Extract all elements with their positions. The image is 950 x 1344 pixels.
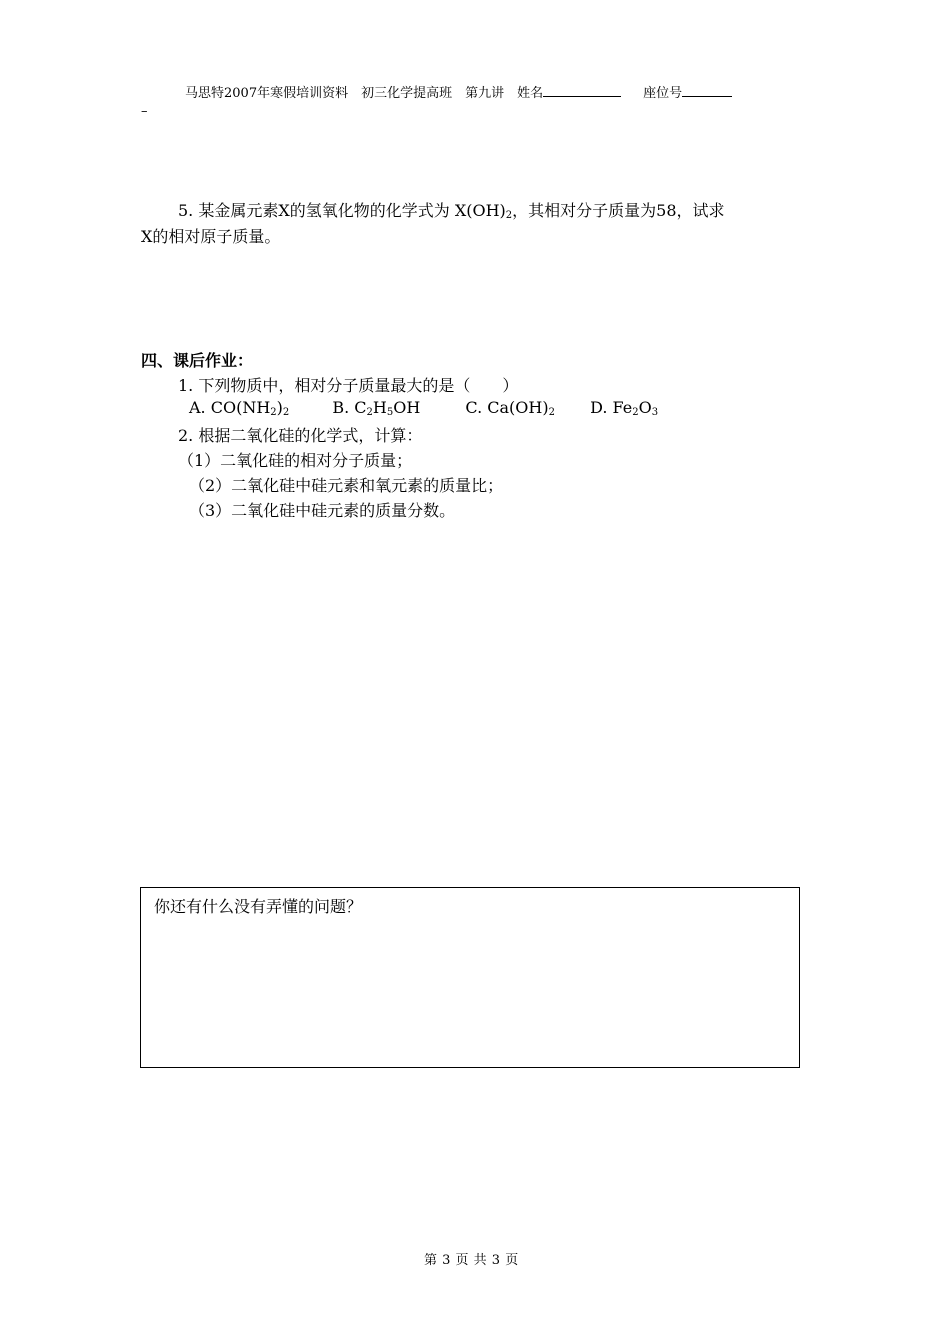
q5-text-prefix: 5. 某金属元素X的氢氧化物的化学式为 X(OH) <box>178 201 506 220</box>
option-b: B. $C_2H_5OH$ <box>332 398 421 418</box>
questions-box-label: 你还有什么没有弄懂的问题？ <box>154 897 363 916</box>
q5-subscript: 2 <box>505 210 513 221</box>
page-header <box>185 82 732 101</box>
q5-text-suffix: ，其相对分子质量为58，试求 <box>512 201 725 220</box>
homework-question-2: 2. 根据二氧化硅的化学式，计算： <box>178 426 423 445</box>
section-4-heading: 四、课后作业： <box>141 351 254 370</box>
homework-question-1: 1. 下列物质中，相对分子质量最大的是（ ） <box>178 376 519 395</box>
page-footer: 第 3 页 共 3 页 <box>424 1253 519 1268</box>
seat-label: 座位号 <box>643 86 683 101</box>
option-d: D. $Fe_2O_3$ <box>590 398 659 418</box>
homework-q2-part-3: （3）二氧化硅中硅元素的质量分数。 <box>189 501 456 520</box>
question-5-line-2: X的相对原子质量。 <box>141 227 281 246</box>
option-a: A. $CO(NH_2)_2$ <box>189 398 290 418</box>
option-c: C. $Ca(OH)_2$ <box>465 398 555 418</box>
homework-q2-part-1: （1）二氧化硅的相对分子质量； <box>178 451 413 470</box>
homework-q2-part-2: （2）二氧化硅中硅元素和氧元素的质量比； <box>189 476 504 495</box>
seat-blank <box>682 84 732 97</box>
name-blank <box>543 84 621 97</box>
question-5-line-1 <box>178 198 725 221</box>
header-title: 马思特2007年寒假培训资料 初三化学提高班 第九讲 姓名 <box>185 86 544 101</box>
header-mark: – <box>141 104 148 119</box>
questions-box <box>140 887 800 1068</box>
homework-q1-options <box>189 398 658 418</box>
